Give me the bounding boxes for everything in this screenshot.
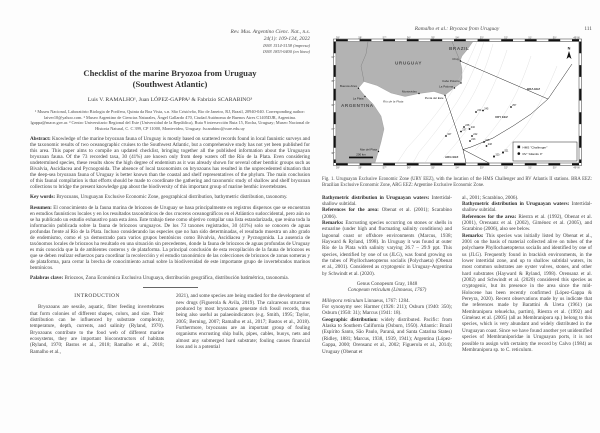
map-tick-label-bottom: 56°	[406, 166, 411, 169]
city-dot	[459, 60, 460, 61]
abstract-text: Knowledge of the marine bryozoan fauna of Uruguay is mostly based on scattered records found in local faunistic surveys and the taxonomic results of two oceanographic cruises to the Southwest Atlantic, but a comprehensive study has not yet been published for this area. This paper aims to compile an updated checklist, bringing together all the published information about the Uruguayan bryozoan fauna. Of the 73 recorded taxa, 30 (41%) are known only from deep waters off the Río de la Plata. Even considering undetermined species, these results show the high degree of endemism as it was already shown for several other benthic groups such as Bivalvia, Ascidiacea and Pycnogonida. The absence of local taxonomists on bryozoans has resulted in the unprecedented situation that the deep-sea bryozoan fauna of Uruguay is better known than the coastal and shelf representatives of the phylum. The main conclusion of this faunal compilation is that efforts should be made to coordinate the gathering and taxonomic study of shallow and shelf bryozoan collections to bridge the present knowledge gap about the biodiversity of this important group of marine benthic invertebrates.	[30, 136, 310, 191]
page-right	[315, 0, 600, 433]
field-label: Bathymetric distribution in Uruguayan waters:	[322, 194, 430, 201]
map-tick-label-left: 35°	[330, 80, 335, 83]
map-tick-label-top: 52°	[503, 36, 508, 40]
station-label: 245	[483, 107, 488, 111]
palabras-clave-text: Briozoos, Zona Económica Exclusiva Uruguaya, distribución geográfica, distribución batimétrica, taxonomía.	[64, 275, 289, 282]
city-label: Mar del Plata	[359, 147, 377, 152]
species-name: Millepora reticulum	[322, 297, 363, 304]
paragraph-references-1	[322, 207, 452, 220]
issn-print: ISSN 1514-5158 (impresa)	[263, 43, 310, 48]
city-label: Montevideo	[401, 89, 417, 94]
station-label: 320	[494, 153, 499, 157]
paragraph-synonymy: For synonymy see: Harmer (1926: 211); Osburn (1940: 350); Osburn (1950: 31); Marcus (1941: 18).	[322, 304, 452, 317]
city-label: Chuy	[451, 57, 459, 61]
country-label: BRAZIL	[448, 46, 469, 51]
keywords-text: Bryozoans, Uruguayan Exclusive Economic Zone, geographical distribution, bathymetric distribution, taxonomy.	[56, 194, 288, 201]
map-tick-label-bottom: 59°	[335, 166, 340, 169]
field-text: Intertidal-shallow subtidal.	[462, 200, 592, 214]
city-dot	[460, 82, 461, 83]
station-label: 242	[472, 133, 477, 136]
journal-name: Rev. Mus. Argentino Cienc. Nat., n.s.	[230, 29, 310, 35]
palabras-clave-paragraph	[30, 275, 310, 281]
city-dot	[377, 151, 378, 152]
map-tick-label-top: 55°	[430, 36, 435, 40]
river-label: Río de la Plata	[382, 99, 403, 104]
atlantis-marker-icon	[517, 152, 520, 155]
figure-1-map	[331, 36, 584, 174]
page-number: 111	[584, 26, 592, 32]
genus-line: Genus Conopeum Gray, 1848	[356, 281, 418, 288]
abstract-label: Abstract:	[30, 136, 51, 143]
species-line: Conopeum reticulum (Linnaeus, 1767)	[347, 287, 427, 294]
legend-challenger-label: HMS "Challenger"	[522, 145, 547, 150]
country-label: ARGENTINA	[340, 103, 374, 108]
eez-label: ARG EEZ	[444, 155, 458, 159]
paragraph-bathymetric-1	[322, 195, 452, 208]
city-label: La Paloma	[438, 84, 453, 89]
paragraph-references-2	[462, 214, 592, 233]
eez-label: BRA EEZ	[526, 87, 540, 91]
map-tick-label-top: 54°	[455, 36, 459, 40]
city-label: Punta del Este	[424, 95, 443, 100]
map-tick-label-left: 34°	[330, 56, 335, 59]
city-label: La Plata	[352, 96, 363, 101]
map-tick-label-bottom: 50°	[552, 166, 557, 169]
paragraph-bathymetric-2	[462, 201, 592, 214]
field-label: Remarks:	[462, 232, 484, 239]
city-label: Buenos Aires	[339, 84, 357, 88]
field-text: widely distributed. Pacific: from Alaska to Southern California (Osburn, 1950). Atlantic: Brazil (Espírito Santo, São Paulo, Paraná, and Santa Catarina States) (Ridley, 1881; Marcus, 1938, 1939, 1941); Argentina (López-Gappa, 2000; Orensanz et al., 2002; Figuerola et al., 2014); Uruguay (Obenat et	[322, 316, 452, 355]
field-text: Riestra et al. (1992), Obenat et al. (2001), Orensanz et al. (2002), Giménez et al. (2005), and Scarabino (2006), also see below.	[462, 213, 592, 233]
map-tick-label-top: 51°	[527, 36, 532, 40]
eez-label: URY EEZ	[494, 115, 508, 119]
running-header-title: Ramalho et al.: Bryozoa from Uruguay	[414, 26, 500, 32]
figure-caption: Fig. 1. Uruguayan Exclusive Economic Zone (URY EEZ), with the location of the HMS Challenger and RV Atlantis II stations. BRA EEZ: Brazilian Exclusive Economic Zone, ARG EEZ: Argentine Exclusive Economic Zone.	[322, 177, 592, 188]
paragraph-remarks-1	[322, 220, 452, 277]
map-tick-label-top: 57°	[382, 36, 387, 40]
map-tick-label-left: 38°	[330, 152, 335, 155]
north-label: N	[567, 46, 570, 51]
map-tick-label-bottom: 53°	[479, 166, 484, 169]
country-label: URUGUAY	[394, 60, 422, 66]
intro-text-col2: 2021), and some species are being studied for the development of new drugs (Figuerola & Avila, 2019). The calcareous structures produced by most bryozoans generate rich fossil records, thus being also useful as palaeoindicators (e.g. Smith, 1995; Taylor, 2005; Berning, 2007; Ramalho et al., 2017; Bastos et al., 2018). Furthermore, bryozoans are an important group of fouling organisms encrusting ship hulls, pipes, cables, buoys, nets and almost any submerged hard substrate; fouling causes financial loss and is a potential	[176, 293, 310, 350]
intro-column-2	[176, 293, 310, 355]
map-tick-label-top: 58°	[357, 36, 362, 40]
map-tick-label-bottom: 58°	[357, 166, 362, 169]
field-label: Bathymetric distribution in Uruguayan waters:	[462, 200, 570, 207]
intro-column-1	[30, 293, 164, 355]
map-legend	[513, 142, 577, 161]
section-divider	[143, 287, 198, 288]
paragraph-remarks-2	[462, 233, 592, 354]
resumen-text: El conocimiento de la fauna marina de briozoos de Uruguay se basa principalmente en registros dispersos que se encuentran en estudios faunísticos locales y en los resultados taxonómicos de dos cruceros oceanográficos en el Atlántico sudoccidental, pero aún no se ha publicado un estudio exhaustivo para esta área. Este trabajo tiene como objetivo compilar una lista estandarizada, que reúna toda la información publicada sobre la fauna de briozoos uruguayos. De los 73 taxones registrados, 30 (41%) solo se conocen de aguas profundas frente al Río de la Plata. Incluso considerando las especies que no han sido determinadas, el resultado muestra un alto grado de endemismo, como el ya demostrado para varios grupos bentónicos como Bivalvia, Ascidiacea y Pycnogonida. La ausencia de taxónomos locales de briozoos ha resultado en una situación sin precedentes, donde la fauna de briozoos de aguas profundas de Uruguay es más conocida que la de ambientes costeros y de plataforma. La principal conclusión de esta recopilación de la fauna de briozoos es que se deben realizar esfuerzos para coordinar la recolección y el estudio taxonómico de las colecciones de briozoos de zonas someras y de plataforma, para cerrar la brecha de conocimiento actual sobre la biodiversidad de este importante grupo de invertebrados marinos bentónicos.	[30, 205, 311, 272]
station-label: 237	[461, 128, 466, 132]
station-label: 248	[487, 143, 492, 146]
city-dot	[453, 87, 454, 88]
introduction-columns	[30, 293, 310, 355]
field-label: Geographic distribution:	[322, 316, 378, 323]
station-label: 327	[446, 133, 451, 136]
map-tick-label-bottom: 54°	[455, 166, 459, 169]
map-tick-label-bottom: 51°	[527, 166, 532, 169]
city-dot	[444, 95, 445, 96]
field-text: This species was initially listed by Obenat et al., 2001 on the basis of material collected alive on tubes of the polychaete Phyllochaetopterus socialis and identified by one of us (JLG). Frequently found in brackish environments, in the lower intertidal zone, and up to shallow subtidal waters, its most common substrates are oyster valves, stones, and other hard substrates (Hayward & Ryland, 1998). Orensanz et al. (2002) and Schwindt et al. (2020) considered this species as cryptogenic, but its presence in the area since the mid-Holocene has been recently confirmed (López-Gappa & Pereyra, 2020). Recent observations made by us indicate that the references made by Barattini & Ureta (1961) (as Membranipora tehuelcha, partim), Riestra et al. (1992) and Giménez et al. (2005) (all as Membranipora sp.) belong to this species, which is very abundant and widely distributed in the Uruguayan coast. Since we have found another yet unidentified species of Membraniporidae in Uruguayan ports, it is not possible to assign with certainty the record by Calvo (1984) as Membranipora sp. to C. reticulum.	[462, 232, 592, 353]
article-title	[30, 68, 310, 89]
legend-atlantis-label: RV "Atlantis II"	[522, 152, 543, 157]
map-tick-label-bottom: 52°	[503, 166, 508, 169]
body-columns	[322, 195, 592, 355]
map-tick-label-top: 49°W	[572, 36, 580, 40]
map-tick-label-bottom: 57°	[382, 166, 387, 169]
station-label: 321	[503, 149, 508, 153]
scale-bar-icon	[349, 157, 373, 159]
challenger-marker-icon	[517, 146, 520, 149]
affiliations: ¹ Museu Nacional, Laboratório Biologia de Porífera, Quinta da Boa Vista, s.n. São Cristóvão, Rio de Janeiro, RJ, Brazil, 20940-040. Corresponding author: laiver10@yahoo.com. ² Museo Argentino de Ciencias Naturales, Ángel Gallardo 470, Ciudad Autónoma de Buenos Aires C1405DJR, Argentina. lgappa@macn.gov.ar. ³ Centro Universitario Regional del Este (Universidad de la República), Ruta 9 intersección Ruta 15, Rocha, Uruguay; Museo Nacional de Historia Natural, C. C 399, CP 11000, Montevideo, Uruguay. fscarabino@cure.edu.uy	[30, 109, 310, 131]
body-column-1	[322, 195, 452, 355]
paragraph-geographic-distribution	[322, 317, 452, 355]
field-label: References for the area:	[322, 207, 379, 214]
map-tick-label-bottom: 49°W	[572, 166, 580, 169]
field-text: Obenat et al. (2001); Scarabino (2006).	[322, 207, 453, 220]
map-tick-label-left: 37°	[330, 128, 335, 131]
resumen-paragraph	[30, 205, 310, 271]
map-tick-label-top: 56°	[406, 36, 411, 40]
keywords-label: Key words:	[30, 194, 56, 201]
authors-line: Luis V. RAMALHO¹, Juan LÓPEZ-GAPPA² & Fabrizio SCARABINO³	[87, 97, 253, 104]
map-tick-label-left: 36°	[330, 104, 335, 107]
palabras-clave-label: Palabras clave:	[30, 275, 64, 282]
field-text: Intertidal-shallow subtidal.	[322, 194, 452, 207]
field-label: References for the area:	[462, 213, 517, 220]
map-svg	[331, 36, 584, 169]
station-label: 238	[464, 124, 469, 127]
introduction-heading: INTRODUCTION	[74, 293, 120, 300]
station-label: 243	[470, 138, 475, 141]
running-header	[322, 26, 592, 32]
journal-reference	[30, 29, 310, 54]
station-label: 257	[511, 104, 516, 107]
intro-text-col1: Bryozoans are sessile, aquatic, filter feeding invertebrates that form colonies of different shapes, colors, and size. Their distribution can be influenced by substrate complexity, temperature, depth, currents, and salinity (Ryland, 1970). Bryozoans contribute to the food web of different marine ecosystems, they are important bioconstructors of habitats (Ryland, 1970; Bastos et al., 2018; Ramalho et al., 2018; Ramalho et al.,	[30, 304, 164, 355]
resumen-label: Resumen:	[30, 205, 52, 212]
station-label: 246	[484, 139, 489, 142]
map-tick-label-top: 53°	[479, 36, 484, 40]
city-dot	[357, 88, 358, 89]
station-label: 240	[470, 126, 475, 129]
city-dot	[364, 96, 365, 97]
genus-heading-block	[322, 281, 452, 294]
field-text: Linnaeus, 1767: 1284.	[364, 297, 410, 304]
body-column-2	[462, 195, 592, 355]
station-label: 244	[476, 109, 481, 112]
field-label: Remarks:	[322, 219, 344, 226]
field-text: Encrusting species occurring on stones or shells in estuarine (under high and fluctuating salinity conditions) and lagoonal coast or offshore environments (Marcus, 1938; Hayward & Ryland, 1998). In Uruguay it was found at outer Río de la Plata with salinity varying 26.7 – 29.9 ppt. This species, identified by one of us (JLG), was found growing on the tubes of Phyllochaetopterus socialis (Polychaeta) (Obenat et al., 2001). Considered as cryptogenic in Uruguay-Argentina by Schwindt et al. (2020).	[322, 219, 452, 277]
journal-volume: 24(1): 109-134, 2022	[263, 36, 310, 42]
city-label: Cabo Polonio	[441, 78, 459, 83]
abstract-paragraph	[30, 136, 310, 190]
issn-online: ISSN 1853-0400 (en línea)	[263, 48, 310, 54]
map-tick-label-bottom: 55°	[430, 166, 435, 169]
map-tick-label-top: 50°	[552, 36, 557, 40]
article-title-line1: Checklist of the marine Bryozoa from Uruguay	[83, 68, 257, 79]
keywords-paragraph	[30, 194, 310, 200]
article-title-line2: (Southwest Atlantic)	[132, 78, 208, 89]
paragraph-continuation: al., 2001; Scarabino, 2006).	[462, 194, 519, 201]
scale-label: 200 km	[355, 152, 366, 157]
map-tick-label-top: 59°	[335, 36, 340, 40]
city-dot	[418, 93, 419, 94]
